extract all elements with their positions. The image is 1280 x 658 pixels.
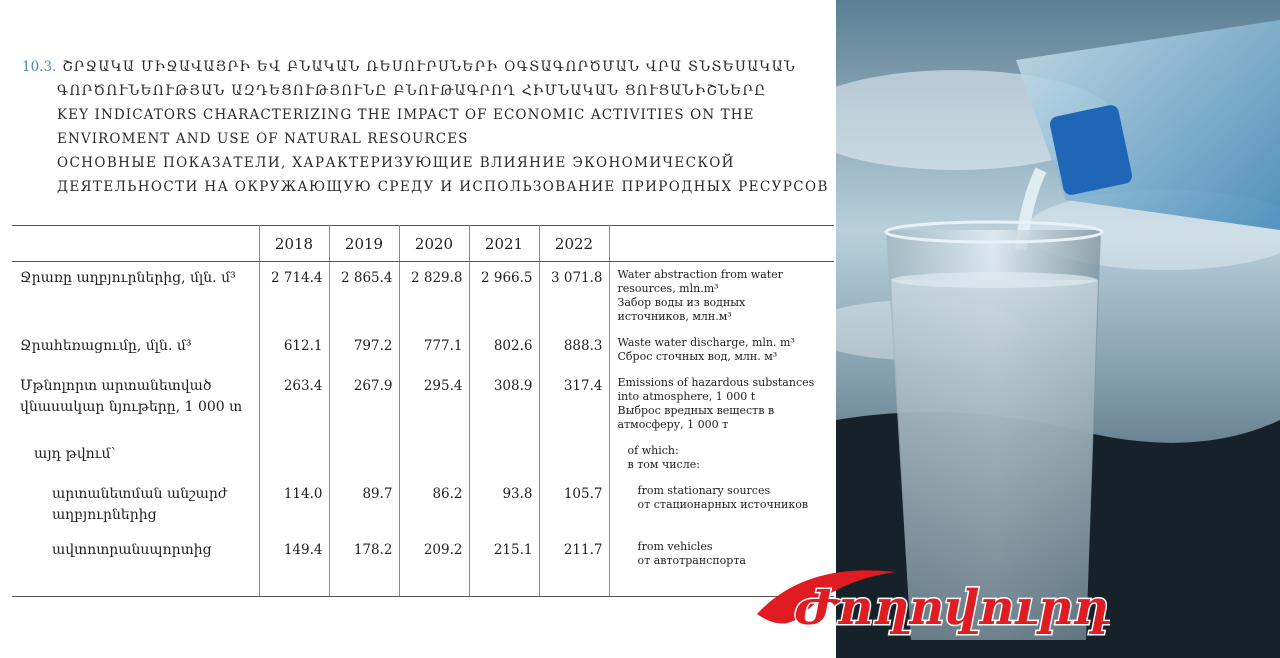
row-value: 777.1 [399,330,469,370]
row-value: 2 714.4 [259,262,329,331]
row-value: 308.9 [469,370,539,438]
row-translation: from stationary sources от стационарных источников [637,484,809,511]
row-translation: Water abstraction from water resources, mln.m³ Забор воды из водных источников, млн.м³ [617,268,783,323]
row-label: ավտոտրանսպորտից [12,534,259,597]
row-value: 797.2 [329,330,399,370]
row-value: 215.1 [469,534,539,597]
row-value: 2 966.5 [469,262,539,331]
year-header: 2021 [469,226,539,262]
row-value: 3 071.8 [539,262,609,331]
row-value: 888.3 [539,330,609,370]
table-header-row [12,226,834,262]
logo-text: Ժողովուրդ [795,580,1110,636]
row-value: 317.4 [539,370,609,438]
row-value: 263.4 [259,370,329,438]
row-value: 86.2 [399,478,469,534]
row-translation: Emissions of hazardous substances into atmosphere, 1 000 t Выброс вредных веществ в атмосферу, 1 000 т [617,376,815,431]
row-translation: of which: в том числе: [627,444,700,471]
row-value: 105.7 [539,478,609,534]
row-value: 2 829.8 [399,262,469,331]
row-label: արտանետման անշարժ աղբյուրներից [12,478,259,534]
heading-english-line2: ENVIROMENT AND USE OF NATURAL RESOURCES [57,131,469,147]
header-empty-cell [12,226,259,262]
row-translation: Waste water discharge, mln. m³ Сброс сточных вод, млн. м³ [617,336,795,363]
row-value: 267.9 [329,370,399,438]
heading-armenian-line2: ԳՈՐԾՈՒՆԵՈՒԹՅԱՆ ԱԶԴԵՑՈՒԹՅՈՒՆԸ ԲՆՈՒԹԱԳՐՈՂ ՀԻՄՆԱԿԱՆ ՑՈՒՑԱՆԻՇՆԵՐԸ [57,83,767,99]
table-row [12,370,834,438]
heading-english-line1: KEY INDICATORS CHARACTERIZING THE IMPACT OF ECONOMIC ACTIVITIES ON THE [57,107,755,123]
row-value: 93.8 [469,478,539,534]
newspaper-logo [745,542,1110,650]
row-value: 178.2 [329,534,399,597]
heading-russian-line1: ОСНОВНЫЕ ПОКАЗАТЕЛИ, ХАРАКТЕРИЗУЮЩИЕ ВЛИЯНИЕ ЭКОНОМИЧЕСКОЙ [57,155,735,171]
heading-armenian-line1: ՇՐՋԱԿԱ ՄԻՋԱՎԱՅՐԻ ԵՎ ԲՆԱԿԱՆ ՌԵՍՈՒՐՍՆԵՐԻ ՕԳՏԱԳՈՐԾՄԱՆ ՎՐԱ ՏՆՏԵՍԱԿԱՆ [62,59,797,75]
row-label: Ջրառը աղբյուրներից, մլն. մ³ [12,262,259,331]
table-row [12,438,834,478]
table-row [12,534,834,597]
row-value: 211.7 [539,534,609,597]
row-label: Մթնոլորտ արտանետված վնասակար նյութերը, 1 000 տ [12,370,259,438]
row-value: 2 865.4 [329,262,399,331]
header-empty-cell [609,226,834,262]
row-value: 295.4 [399,370,469,438]
year-header: 2019 [329,226,399,262]
heading-russian-line2: ДЕЯТЕЛЬНОСТИ НА ОКРУЖАЮЩУЮ СРЕДУ И ИСПОЛЬЗОВАНИЕ ПРИРОДНЫХ РЕСУРСОВ [57,179,829,195]
row-value: 89.7 [329,478,399,534]
year-header: 2020 [399,226,469,262]
row-value: 209.2 [399,534,469,597]
row-label: Ջրահեռացումը, մլն. մ³ [12,330,259,370]
table-row [12,262,834,331]
logo-mark [745,542,1110,650]
row-value: 802.6 [469,330,539,370]
table-heading [22,55,829,199]
row-value: 612.1 [259,330,329,370]
row-value: 149.4 [259,534,329,597]
year-header: 2022 [539,226,609,262]
row-label: այդ թվում՝ [12,438,259,478]
table-row [12,478,834,534]
table-row [12,330,834,370]
indicators-table [12,225,834,597]
row-value: 114.0 [259,478,329,534]
year-header: 2018 [259,226,329,262]
section-number: 10.3. [22,59,57,75]
row-translation: from vehicles от автотранспорта [609,534,834,597]
